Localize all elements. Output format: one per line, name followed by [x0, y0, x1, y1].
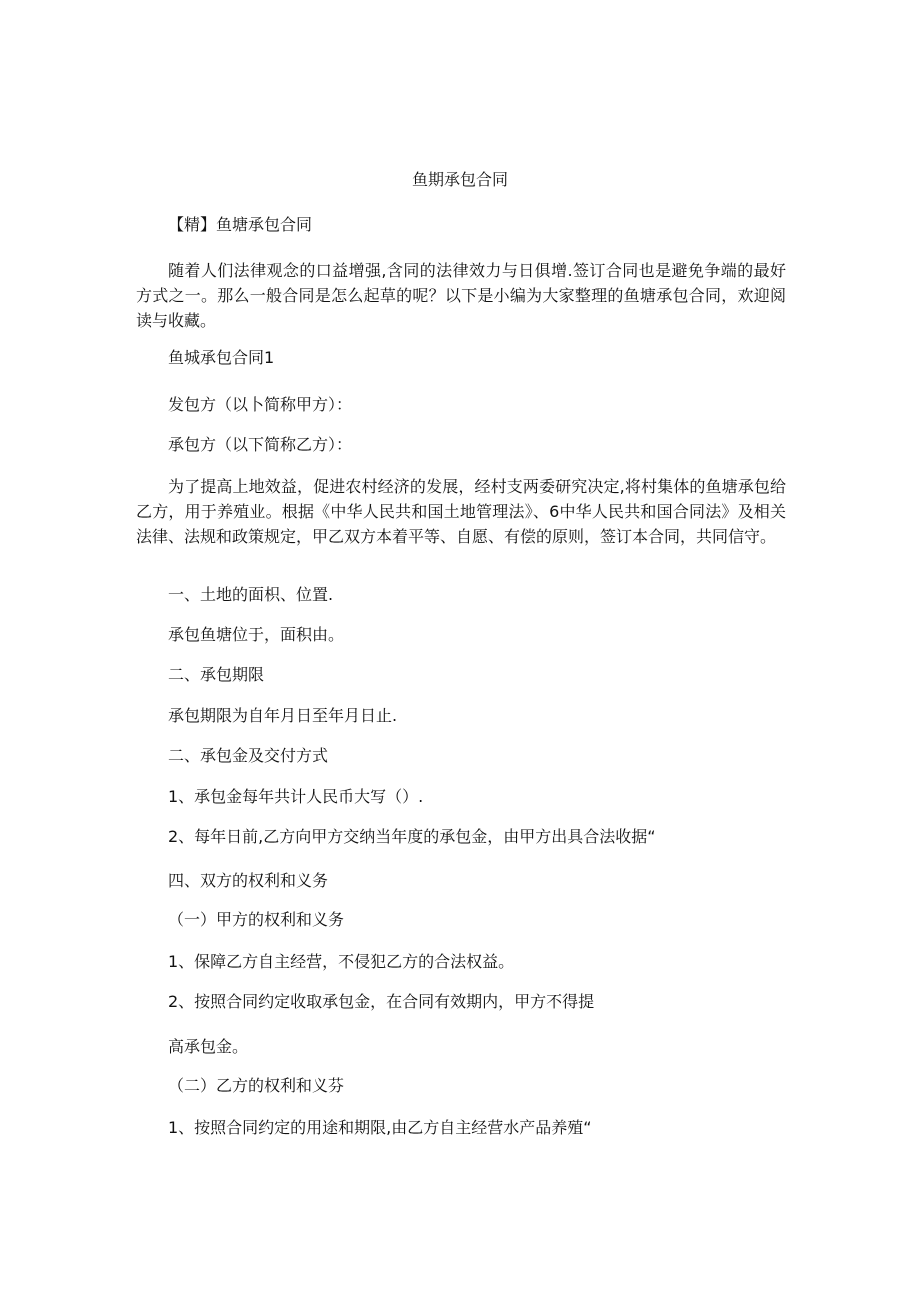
- section4-a-title: （一）甲方的权利和义务: [168, 910, 345, 929]
- section3-title: 二、承包金及交付方式: [168, 746, 329, 765]
- section4-a-item1: 1、保障乙方自主经营，不侵犯乙方的合法权益。: [168, 952, 515, 971]
- section4-a-item2: 2、按照合同约定收取承包金，在合同有效期内，甲方不得提: [168, 992, 595, 1011]
- section2-title: 二、承包期限: [168, 665, 265, 684]
- section4-a-item2-cont: 高承包金。: [168, 1037, 249, 1056]
- section1-body: 承包鱼塘位于，面积由。: [168, 625, 345, 644]
- section4-title: 四、双方的权利和义务: [168, 871, 329, 890]
- document-title: 鱼期承包合同: [411, 170, 508, 189]
- section4-b-item1: 1、按照合同约定的用途和期限,由乙方自主经营水产品养殖“: [168, 1118, 592, 1137]
- contract-heading: 鱼城承包合同1: [168, 348, 275, 367]
- intro-paragraph: 随着人们法律观念的口益增强,含同的法律效力与日俱增.签订合同也是避免争端的最好方式之一。那么一般合同是怎么起草的呢？以下是小编为大家整理的鱼塘承包合同，欢迎阅读与收藏。: [136, 261, 786, 330]
- section4-b-title: （二）乙方的权利和义芬: [168, 1076, 345, 1095]
- party-b-line: 承包方（以下简称乙方）：: [168, 435, 353, 454]
- party-a-line: 发包方（以卜简称甲方）：: [168, 395, 353, 414]
- document-subtitle: 【精】鱼塘承包合同: [168, 215, 313, 234]
- preamble-paragraph: 为了提高上地效益，促进农村经济的发展，经村支两委研究决定,将村集体的鱼塘承包给乙方，用于养殖业。根据《中华人民共和国土地管理法》、6中华人民共和国合同法》及相关法律、法规和政策规定，甲乙双方本着平等、自愿、有偿的原则，签订本合同，共同信守。: [136, 477, 786, 546]
- section1-title: 一、土地的面枳、位置.: [168, 585, 334, 604]
- section2-body: 承包期限为自年月日至年月日止.: [168, 706, 398, 725]
- section3-item2: 2、每年日前,乙方向甲方交纳当年度的承包金，由甲方出具合法收据“: [168, 827, 656, 846]
- section3-item1: 1、承包金每年共计人民币大写（）.: [168, 787, 424, 806]
